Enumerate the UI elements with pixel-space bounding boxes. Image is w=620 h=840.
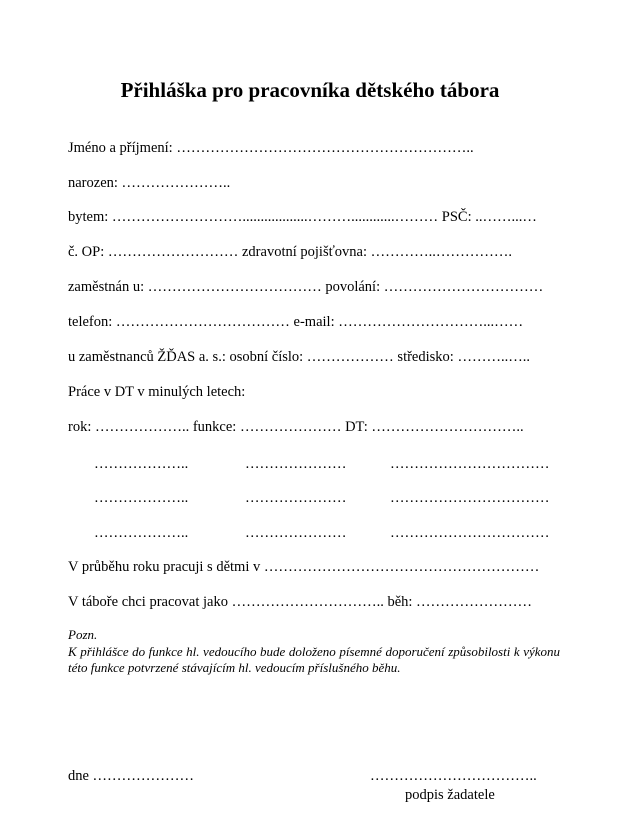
history-blank-col1[interactable]: ……………….. — [94, 456, 189, 472]
history-blank-col1[interactable]: ……………….. — [94, 525, 189, 541]
zdas-field[interactable]: u zaměstnanců ŽĎAS a. s.: osobní číslo: ……………… středisko: ………..….. — [68, 349, 530, 365]
employer-profession-field[interactable]: zaměstnán u: ……………………………… povolání: …………………………… — [68, 279, 544, 295]
signature-label: podpis žadatele — [405, 787, 495, 803]
history-blank-col2[interactable]: ………………… — [245, 456, 347, 472]
date-field[interactable]: dne ………………… — [68, 768, 195, 784]
signature-line[interactable]: …………………………….. — [370, 768, 537, 784]
phone-email-field[interactable]: telefon: ……………………………… e-mail: …………………………...…… — [68, 314, 524, 330]
history-blank-col3[interactable]: …………………………… — [390, 525, 550, 541]
during-year-field[interactable]: V průběhu roku pracuji s dětmi v ………………………………………………… — [68, 559, 540, 575]
op-insurance-field[interactable]: č. OP: ……………………… zdravotní pojišťovna: …………..……………. — [68, 244, 512, 260]
note-block — [68, 627, 560, 677]
history-blank-col3[interactable]: …………………………… — [390, 456, 550, 472]
name-field[interactable]: Jméno a příjmení: …………………………………………………….. — [68, 140, 474, 156]
previous-work-label: Práce v DT v minulých letech: — [68, 384, 246, 400]
page-title: Přihláška pro pracovníka dětského tábora — [120, 78, 500, 102]
address-field[interactable]: bytem: ………………………..................………............……… PSČ: ..……...… — [68, 209, 537, 225]
note-label: Pozn. — [68, 627, 98, 642]
history-blank-col2[interactable]: ………………… — [245, 525, 347, 541]
born-field[interactable]: narozen: ………………….. — [68, 175, 231, 191]
history-blank-col3[interactable]: …………………………… — [390, 490, 550, 506]
camp-role-field[interactable]: V táboře chci pracovat jako ………………………….. běh: …………………… — [68, 594, 533, 610]
history-blank-col1[interactable]: ……………….. — [94, 490, 189, 506]
history-blank-col2[interactable]: ………………… — [245, 490, 347, 506]
note-text: K přihlášce do funkce hl. vedoucího bude doloženo písemné doporučení způsobilosti k výkonu této funkce potvrzené stávajícím hl. vedoucím příslušného běhu. — [68, 643, 560, 675]
history-rok-row[interactable]: rok: ……………….. funkce: ………………… DT: ………………………….. — [68, 419, 524, 435]
